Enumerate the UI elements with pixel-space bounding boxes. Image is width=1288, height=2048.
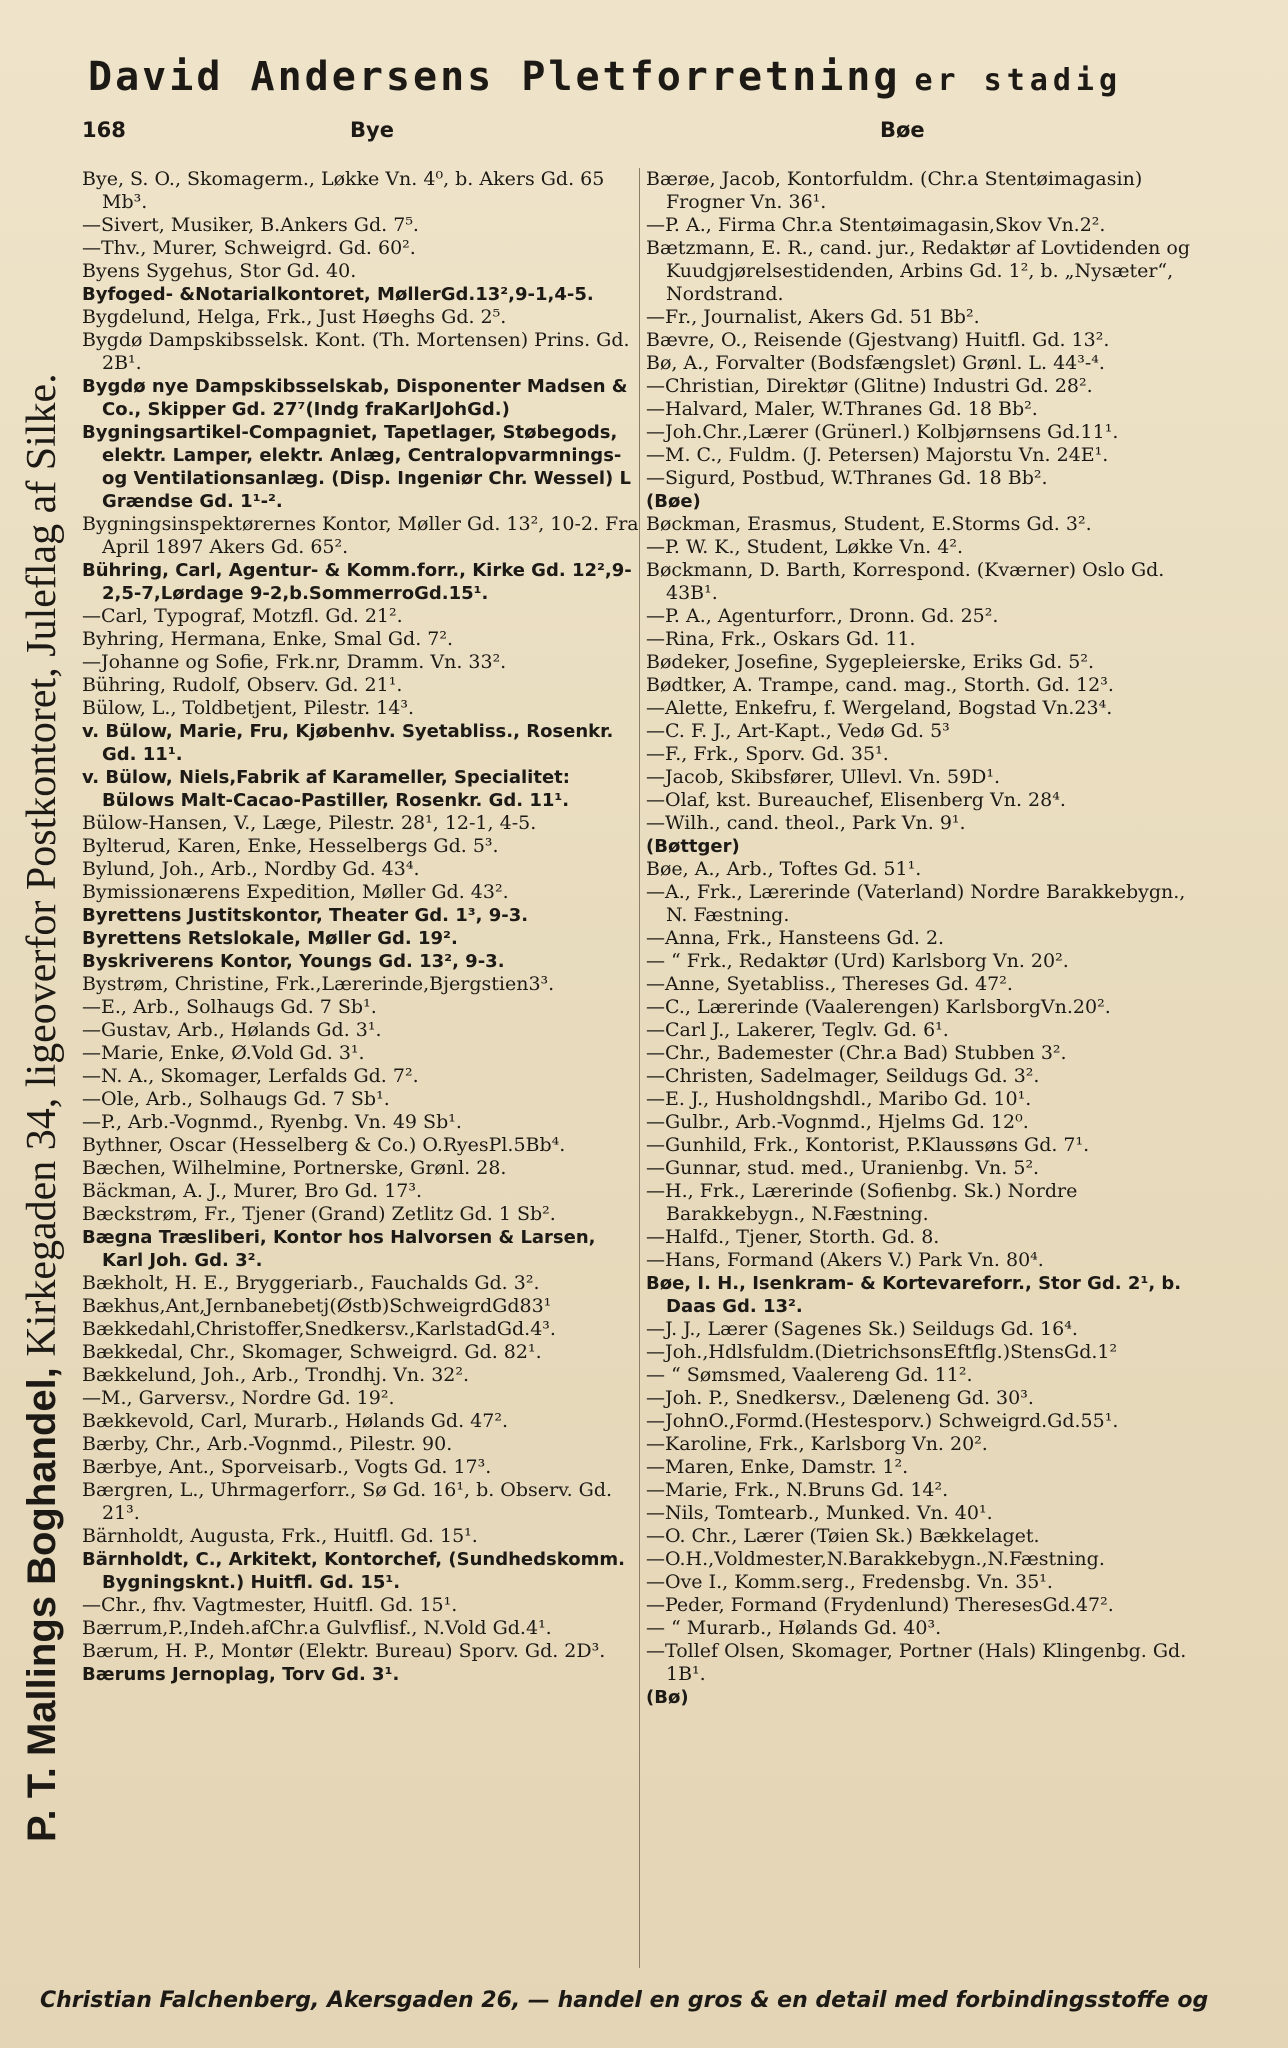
directory-entry: Bødtker, A. Trampe, cand. mag., Storth. Gd. 12³. <box>646 674 1114 696</box>
header-title: David Andersens Pletforretning <box>88 54 901 100</box>
directory-entry: Bærøe, Jacob, Kontorfuldm. (Chr.a Stentøimagasin) Frogner Vn. 36¹. <box>646 168 1143 213</box>
directory-entry: —Carl, Typograf, Motzfl. Gd. 21². <box>82 605 403 627</box>
directory-entry: —Christian, Direktør (Glitne) Industri Gd. 28². <box>646 375 1093 397</box>
directory-entry: —H., Frk., Lærerinde (Sofienbg. Sk.) Nordre Barakkebygn., N.Fæstning. <box>646 1180 1078 1225</box>
directory-entry: Bärnholdt, Augusta, Frk., Huitfl. Gd. 15¹. <box>82 1525 478 1547</box>
directory-entry: —Halfd., Tjener, Storth. Gd. 8. <box>646 1226 940 1248</box>
header-tail: er stadig <box>914 63 1123 98</box>
directory-entry: Bye, S. O., Skomagerm., Løkke Vn. 4⁰, b. Akers Gd. 65 Mb³. <box>82 168 605 213</box>
directory-entry: Bygningsartikel-Compagniet, Tapetlager, Støbegods, elektr. Lamper, elektr. Anlæg, Centralopvarmnings- og Ventilationsanlæg. (Disp. Ingeniør Chr. Wessel) L Grændse Gd. 1¹-². <box>82 422 631 512</box>
directory-entry: —E., Arb., Solhaugs Gd. 7 Sb¹. <box>82 996 377 1018</box>
directory-entry: —Alette, Enkefru, f. Wergeland, Bogstad Vn.23⁴. <box>646 697 1113 719</box>
running-head-left: Bye <box>350 118 394 142</box>
directory-entry: Bøckmann, D. Barth, Korrespond. (Kværner) Oslo Gd. 43B¹. <box>646 559 1165 604</box>
directory-entry: —Fr., Journalist, Akers Gd. 51 Bb². <box>646 306 980 328</box>
directory-entry: Bærums Jernoplag, Torv Gd. 3¹. <box>82 1664 400 1685</box>
page-header <box>88 54 1248 98</box>
directory-entry: —M. C., Fuldm. (J. Petersen) Majorstu Vn. 24E¹. <box>646 444 1109 466</box>
running-head-right: Bøe <box>880 118 925 142</box>
left-column <box>82 168 642 1686</box>
directory-entry: Bystrøm, Christine, Frk.,Lærerinde,Bjergstien3³. <box>82 973 555 995</box>
directory-entry: Byrettens Retslokale, Møller Gd. 19². <box>82 928 458 949</box>
sidebar-bold-text: P. T. Mallings Boghandel, <box>20 1367 64 1842</box>
directory-entry: —Joh.Chr.,Lærer (Grünerl.) Kolbjørnsens Gd.11¹. <box>646 421 1119 443</box>
directory-entry: —Ove I., Komm.serg., Fredensbg. Vn. 35¹. <box>646 1571 1053 1593</box>
directory-entry: —Wilh., cand. theol., Park Vn. 9¹. <box>646 812 966 834</box>
directory-entry: —Chr., Bademester (Chr.a Bad) Stubben 3². <box>646 1042 1067 1064</box>
directory-entry: Bæckstrøm, Fr., Tjener (Grand) Zetlitz Gd. 1 Sb². <box>82 1203 556 1225</box>
directory-entry: Bækkedahl,Christoffer,Snedkersv.,KarlstadGd.4³. <box>82 1318 556 1340</box>
directory-entry: —P. A., Firma Chr.a Stentøimagasin,Skov Vn.2². <box>646 214 1106 236</box>
directory-entry: Bygdø nye Dampskibsselskab, Disponenter Madsen & Co., Skipper Gd. 27⁷(Indg fraKarlJohGd.) <box>82 376 628 420</box>
directory-entry: Bygdø Dampskibsselsk. Kont. (Th. Mortensen) Prins. Gd. 2B¹. <box>82 329 630 374</box>
directory-entry: Bækkedal, Chr., Skomager, Schweigrd. Gd. 82¹. <box>82 1341 542 1363</box>
directory-entry: —Carl J., Lakerer, Teglv. Gd. 6¹. <box>646 1019 949 1041</box>
directory-entry: —Marie, Frk., N.Bruns Gd. 14². <box>646 1479 949 1501</box>
directory-entry: —Nils, Tomtearb., Munked. Vn. 40¹. <box>646 1502 993 1524</box>
directory-entry: Bødeker, Josefine, Sygepleierske, Eriks Gd. 5². <box>646 651 1095 673</box>
directory-entry: Byskriverens Kontor, Youngs Gd. 13², 9-3. <box>82 951 505 972</box>
directory-entry: —O. Chr., Lærer (Tøien Sk.) Bækkelaget. <box>646 1525 1040 1547</box>
directory-entry: Bækhus,Ant,Jernbanebetj(Østb)SchweigrdGd83¹ <box>82 1295 552 1317</box>
directory-entry: Byens Sygehus, Stor Gd. 40. <box>82 260 357 282</box>
directory-entry: Bærgren, L., Uhrmagerforr., Sø Gd. 16¹, b. Observ. Gd. 21³. <box>82 1479 613 1524</box>
directory-entry: Bühring, Carl, Agentur- & Komm.forr., Kirke Gd. 12²,9-2,5-7,Lørdage 9-2,b.SommerroGd.15¹. <box>82 560 632 604</box>
directory-entry: Bülow, L., Toldbetjent, Pilestr. 14³. <box>82 697 415 719</box>
directory-entry: —Anna, Frk., Hansteens Gd. 2. <box>646 927 945 949</box>
directory-entry: Bækkevold, Carl, Murarb., Hølands Gd. 47². <box>82 1410 509 1432</box>
directory-entry: —Jacob, Skibsfører, Ullevl. Vn. 59D¹. <box>646 766 1001 788</box>
directory-entry: —N. A., Skomager, Lerfalds Gd. 7². <box>82 1065 419 1087</box>
directory-entry: Bærrum,P.,Indeh.afChr.a Gulvflisf., N.Vold Gd.4¹. <box>82 1617 552 1639</box>
directory-entry: v. Bülow, Marie, Fru, Kjøbenhv. Syetabliss., Rosenkr. Gd. 11¹. <box>82 721 614 765</box>
directory-entry: —M., Garversv., Nordre Gd. 19². <box>82 1387 395 1409</box>
page-number: 168 <box>82 118 126 142</box>
directory-entry: —Thv., Murer, Schweigrd. Gd. 60². <box>82 237 416 259</box>
directory-entry: Bäckman, A. J., Murer, Bro Gd. 17³. <box>82 1180 423 1202</box>
directory-entry: Bæchen, Wilhelmine, Portnerske, Grønl. 28. <box>82 1157 507 1179</box>
directory-entry: —P. A., Agenturforr., Dronn. Gd. 25². <box>646 605 999 627</box>
directory-entry: —P., Arb.-Vognmd., Ryenbg. Vn. 49 Sb¹. <box>82 1111 462 1133</box>
directory-entry: Bülow-Hansen, V., Læge, Pilestr. 28¹, 12-1, 4-5. <box>82 812 537 834</box>
directory-entry: — “ Sømsmed, Vaalereng Gd. 11². <box>646 1364 973 1386</box>
directory-entry: Byhring, Hermana, Enke, Smal Gd. 7². <box>82 628 454 650</box>
directory-entry: Bymissionærens Expedition, Møller Gd. 43². <box>82 881 509 903</box>
directory-entry: —Sigurd, Postbud, W.Thranes Gd. 18 Bb². <box>646 467 1048 489</box>
directory-entry: (Bø) <box>646 1687 689 1708</box>
directory-entry: —Gustav, Arb., Hølands Gd. 3¹. <box>82 1019 382 1041</box>
directory-entry: —Gulbr., Arb.-Vognmd., Hjelms Gd. 12⁰. <box>646 1111 1029 1133</box>
directory-entry: Byfoged- &Notarialkontoret, MøllerGd.13²,9-1,4-5. <box>82 284 594 305</box>
directory-entry: Bærbye, Ant., Sporveisarb., Vogts Gd. 17³. <box>82 1456 492 1478</box>
directory-entry: Bøe, I. H., Isenkram- & Kortevareforr., Stor Gd. 2¹, b. Daas Gd. 13². <box>646 1273 1182 1317</box>
directory-entry: —Sivert, Musiker, B.Ankers Gd. 7⁵. <box>82 214 419 236</box>
directory-entry: Bærum, H. P., Montør (Elektr. Bureau) Sporv. Gd. 2D³. <box>82 1640 606 1662</box>
directory-entry: Byrettens Justitskontor, Theater Gd. 1³, 9-3. <box>82 905 529 926</box>
directory-entry: (Bøttger) <box>646 836 740 857</box>
directory-entry: —Ole, Arb., Solhaugs Gd. 7 Sb¹. <box>82 1088 390 1110</box>
directory-entry: Bægna Træsliberi, Kontor hos Halvorsen & Larsen, Karl Joh. Gd. 3². <box>82 1227 596 1271</box>
directory-entry: —Tollef Olsen, Skomager, Portner (Hals) Klingenbg. Gd. 1B¹. <box>646 1640 1187 1685</box>
directory-entry: —Peder, Formand (Frydenlund) TheresesGd.47². <box>646 1594 1114 1616</box>
directory-entry: —J. J., Lærer (Sagenes Sk.) Seildugs Gd. 16⁴. <box>646 1318 1078 1340</box>
vertical-advertisement <box>8 373 76 1842</box>
directory-entry: Bythner, Oscar (Hesselberg & Co.) O.RyesPl.5Bb⁴. <box>82 1134 566 1156</box>
directory-entry: —Marie, Enke, Ø.Vold Gd. 3¹. <box>82 1042 365 1064</box>
directory-entry: —Olaf, kst. Bureauchef, Elisenberg Vn. 28⁴. <box>646 789 1066 811</box>
directory-entry: —F., Frk., Sporv. Gd. 35¹. <box>646 743 889 765</box>
directory-entry: —A., Frk., Lærerinde (Vaterland) Nordre Barakkebygn., N. Fæstning. <box>646 881 1186 926</box>
directory-entry: —C. F. J., Art-Kapt., Vedø Gd. 5³ <box>646 720 950 742</box>
directory-entry: Bækkelund, Joh., Arb., Trondhj. Vn. 32². <box>82 1364 470 1386</box>
directory-entry: —Chr., fhv. Vagtmester, Huitfl. Gd. 15¹. <box>82 1594 458 1616</box>
directory-entry: —Gunhild, Frk., Kontorist, P.Klaussøns Gd. 7¹. <box>646 1134 1090 1156</box>
directory-entry: — “ Frk., Redaktør (Urd) Karlsborg Vn. 20². <box>646 950 1069 972</box>
directory-entry: —Karoline, Frk., Karlsborg Vn. 20². <box>646 1433 988 1455</box>
directory-entry: —Gunnar, stud. med., Uranienbg. Vn. 5². <box>646 1157 1040 1179</box>
directory-entry: —Halvard, Maler, W.Thranes Gd. 18 Bb². <box>646 398 1038 420</box>
directory-entry: —Hans, Formand (Akers V.) Park Vn. 80⁴. <box>646 1249 1044 1271</box>
directory-entry: —O.H.,Voldmester,N.Barakkebygn.,N.Fæstning. <box>646 1548 1105 1570</box>
directory-entry: —P. W. K., Student, Løkke Vn. 4². <box>646 536 964 558</box>
directory-entry: —Joh. P., Snedkersv., Dæleneng Gd. 30³. <box>646 1387 1034 1409</box>
directory-entry: Bø, A., Forvalter (Bodsfængslet) Grønl. L. 44³-⁴. <box>646 352 1105 374</box>
directory-entry: —E. J., Husholdngshdl., Maribo Gd. 10¹. <box>646 1088 1032 1110</box>
directory-entry: Bylund, Joh., Arb., Nordby Gd. 43⁴. <box>82 858 420 880</box>
directory-entry: —JohnO.,Formd.(Hestesporv.) Schweigrd.Gd.55¹. <box>646 1410 1119 1432</box>
directory-entry: Bylterud, Karen, Enke, Hesselbergs Gd. 5³. <box>82 835 499 857</box>
directory-entry: Bärnholdt, C., Arkitekt, Kontorchef, (Sundhedskomm. Bygningsknt.) Huitfl. Gd. 15¹. <box>82 1549 625 1593</box>
footer-advertisement: Christian Falchenberg, Akersgaden 26, — handel en gros & en detail med forbindingsstoffe og <box>40 1988 1209 2013</box>
directory-entry: Bygningsinspektørernes Kontor, Møller Gd. 13², 10-2. Fra April 1897 Akers Gd. 65². <box>82 513 639 558</box>
directory-entry: Bætzmann, E. R., cand. jur., Redaktør af Lovtidenden og Kuudgjørelsestidenden, Arbins Gd. 1², b. „Nysæter“, Nordstrand. <box>646 237 1191 305</box>
directory-entry: —Joh.,Hdlsfuldm.(DietrichsonsEftflg.)StensGd.1² <box>646 1341 1118 1363</box>
directory-entry: Bækholt, H. E., Bryggeriarb., Fauchalds Gd. 3². <box>82 1272 540 1294</box>
directory-entry: —Christen, Sadelmager, Seildugs Gd. 3². <box>646 1065 1040 1087</box>
directory-entry: —Anne, Syetabliss., Thereses Gd. 47². <box>646 973 1013 995</box>
directory-entry: Bøckman, Erasmus, Student, E.Storms Gd. 3². <box>646 513 1092 535</box>
directory-entry: Bygdelund, Helga, Frk., Just Høeghs Gd. 2⁵. <box>82 306 507 328</box>
right-column <box>646 168 1206 1709</box>
directory-entry: —Maren, Enke, Damstr. 1². <box>646 1456 909 1478</box>
directory-entry: Bævre, O., Reisende (Gjestvang) Huitfl. Gd. 13². <box>646 329 1110 351</box>
directory-entry: —Johanne og Sofie, Frk.nr, Dramm. Vn. 33². <box>82 651 507 673</box>
directory-entry: (Bøe) <box>646 491 701 512</box>
directory-entry: Bühring, Rudolf, Observ. Gd. 21¹. <box>82 674 403 696</box>
directory-entry: v. Bülow, Niels,Fabrik af Karameller, Specialitet: Bülows Malt-Cacao-Pastiller, Rosenkr. Gd. 11¹. <box>82 767 570 811</box>
directory-entry: —C., Lærerinde (Vaalerengen) KarlsborgVn.20². <box>646 996 1111 1018</box>
directory-entry: Bøe, A., Arb., Toftes Gd. 51¹. <box>646 858 922 880</box>
directory-entry: —Rina, Frk., Oskars Gd. 11. <box>646 628 916 650</box>
directory-entry: Bærby, Chr., Arb.-Vognmd., Pilestr. 90. <box>82 1433 453 1455</box>
directory-entry: — “ Murarb., Hølands Gd. 40³. <box>646 1617 942 1639</box>
sidebar-regular-text: Kirkegaden 34, ligeoverfor Postkontoret, Juleflag af Silke. <box>19 373 65 1357</box>
